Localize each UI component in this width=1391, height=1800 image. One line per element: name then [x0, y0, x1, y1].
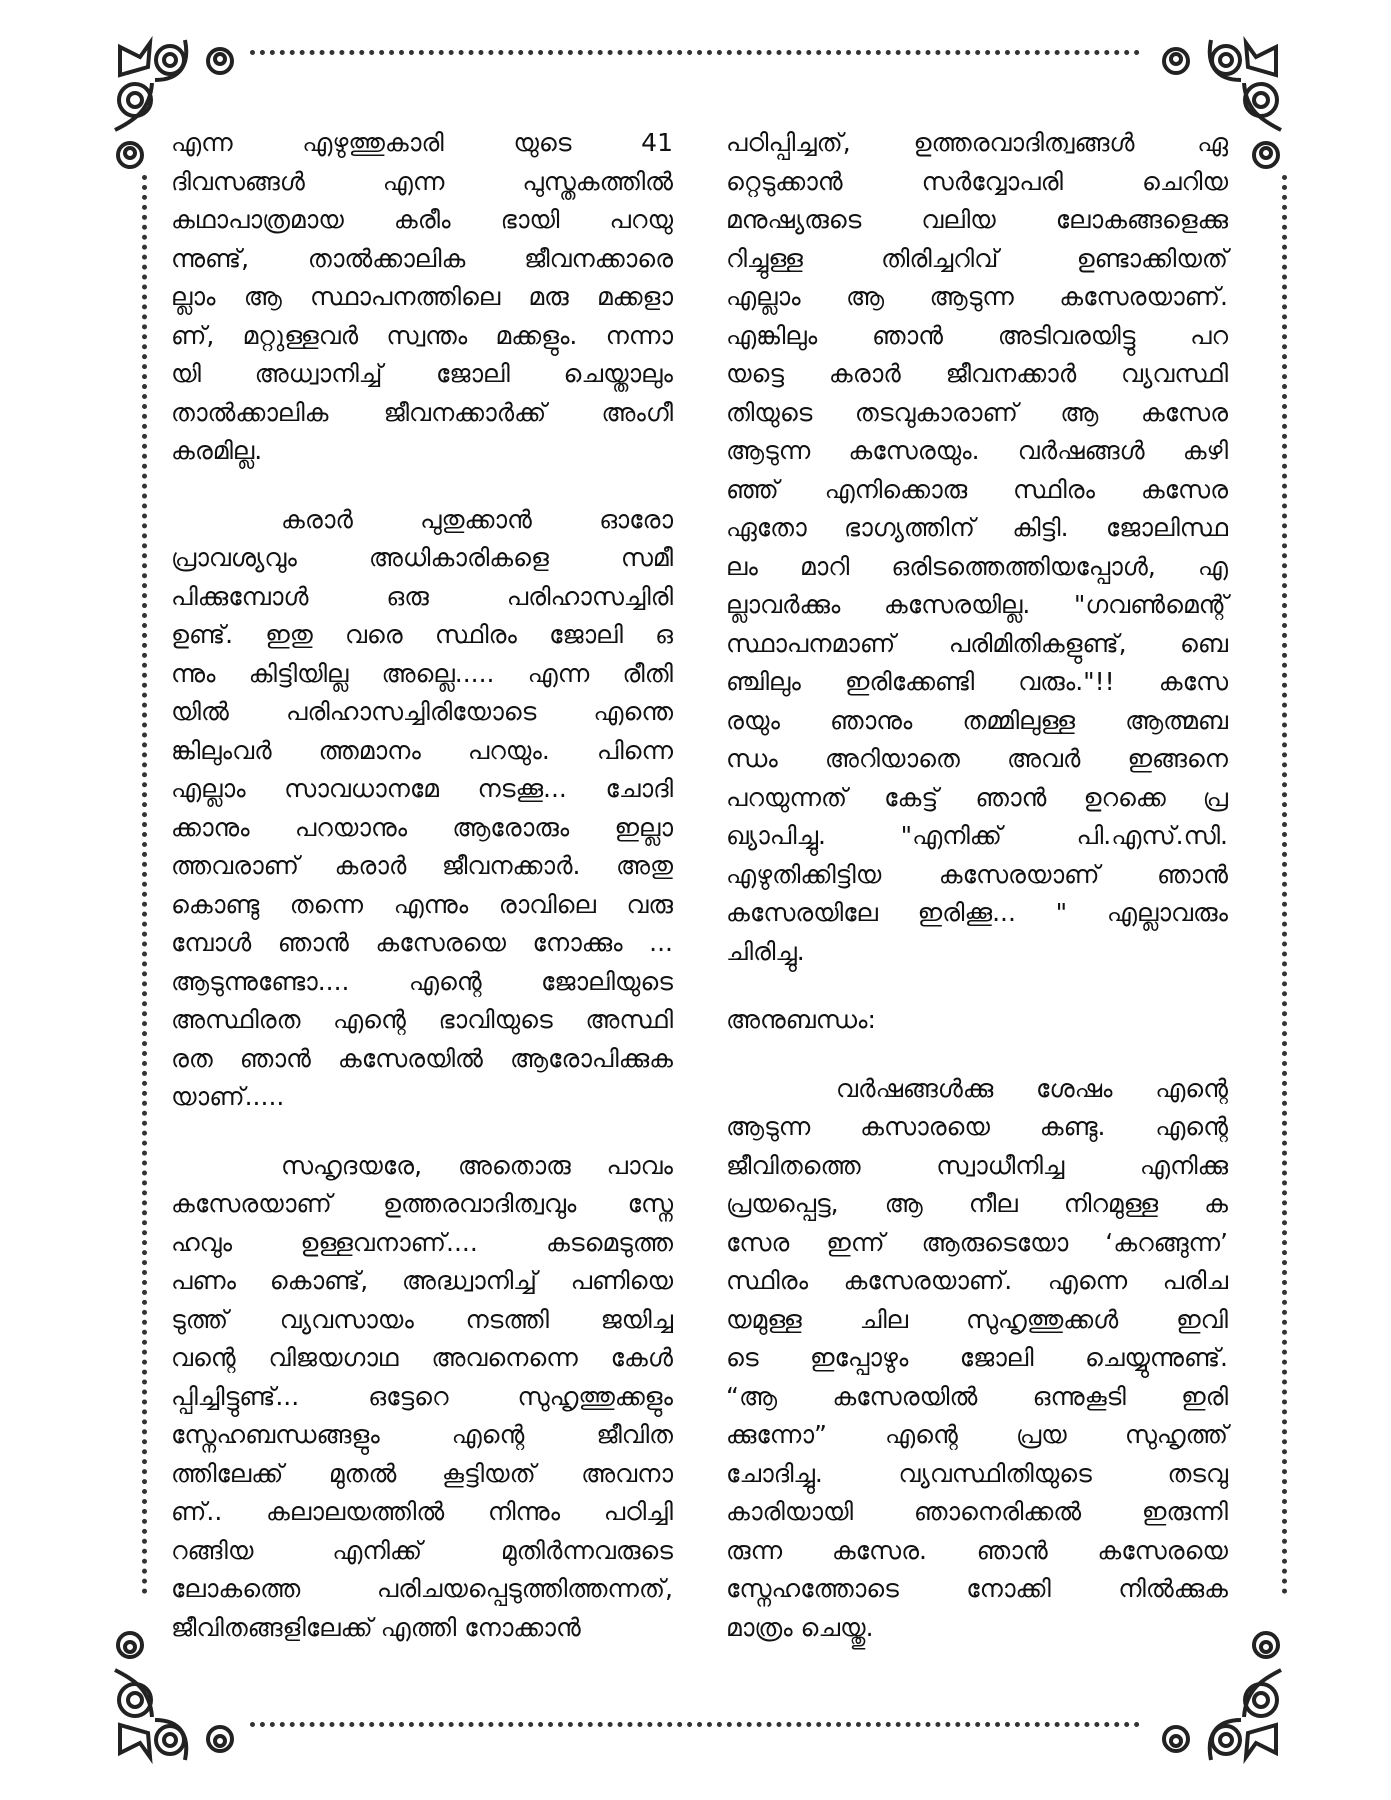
text-line: സ്ഥിരം കസേരയാണ്. എന്നെ പരിച [726, 1266, 1228, 1295]
text-line: ന്നുണ്ട്, താൽക്കാലിക ജീവനക്കാരെ [171, 243, 673, 273]
text-line: രയും ഞാനും തമ്മിലുള്ള ആത്മബ [726, 705, 1228, 735]
text-line: കഥാപാത്രമായ കരീം ഭായി പറയു [171, 205, 673, 234]
text-line: കരമില്ല. [171, 436, 263, 465]
text-line: ഞ്ചിലും ഇരിക്കേണ്ടി വരും."!! കസേ [726, 667, 1228, 696]
text-line: പ്പിച്ചിട്ടുണ്ട്... ഒട്ടേറെ സുഹൃത്തുക്കളും [171, 1381, 673, 1411]
text-line: ന്നും കിട്ടിയില്ല അല്ലെ..... എന്ന രീതി [171, 658, 673, 688]
paragraph-gap [726, 971, 1228, 1001]
text-line: ങ്കിലുംവർ ത്തമാനം പറയും. പിന്നെ [171, 735, 673, 765]
text-line: എങ്കിലും ഞാൻ അടിവരയിട്ടു പറ [726, 320, 1228, 350]
text-line: റിച്ചുള്ള തിരിച്ചറിവ് ഉണ്ടാക്കിയത് [726, 243, 1228, 273]
text-line: ഹവും ഉള്ളവനാണ്.... കടമെടുത്ത [171, 1227, 673, 1257]
text-line: ലം മാറി ഒരിടത്തെത്തിയപ്പോൾ, എ [726, 551, 1228, 581]
text-line: എല്ലാം ആ ആടുന്ന കസേരയാണ്. [726, 282, 1228, 311]
text-line: എഴുതിക്കിട്ടിയ കസേരയാണ് ഞാൻ [726, 859, 1228, 889]
text-line: എന്ന എഴുത്തുകാരി യുടെ 41 [171, 128, 673, 157]
text-line: യമുള്ള ചില സുഹൃത്തുക്കൾ ഇവി [726, 1304, 1228, 1334]
text-line: പ്രയപ്പെട്ട, ആ നീല നിറമുള്ള ക [726, 1189, 1228, 1218]
text-line: ക്കുന്നോ” എന്റെ പ്രയ സുഹൃത്ത് [726, 1420, 1228, 1449]
text-line: ലോകത്തെ പരിചയപ്പെടുത്തിത്തന്നത്, [171, 1574, 673, 1603]
text-line: മ്പോൾ ഞാൻ കസേരയെ നോക്കും ... [171, 928, 673, 957]
text-line: പഠിപ്പിച്ചത്, ഉത്തരവാദിത്വങ്ങൾ ഏ [726, 128, 1228, 157]
text-line: ത്തവരാണ് കരാർ ജീവനക്കാർ. അതു [171, 851, 673, 880]
text-line: രത ഞാൻ കസേരയിൽ ആരോപിക്കുക [171, 1043, 673, 1073]
text-line: ആടുന്ന കസേരയും. വർഷങ്ങൾ കഴി [726, 436, 1228, 465]
text-line: സഹൃദയരേ, അതൊരു പാവം [281, 1150, 673, 1180]
text-line: ചോദിച്ചു. വ്യവസ്ഥിതിയുടെ തടവു [726, 1458, 1228, 1488]
text-line: കരാർ പുതുക്കാൻ ഓരോ [281, 504, 673, 534]
text-line: പ്രാവശ്യവും അധികാരികളെ സമീ [171, 543, 673, 572]
text-line: ക്കാനും പറയാനും ആരോരും ഇല്ലാ [171, 812, 673, 842]
text-line: യാണ്..... [171, 1082, 285, 1111]
text-line: ത്തിലേക്ക് മുതൽ കൂട്ടിയത് അവനാ [171, 1458, 673, 1488]
text-line: യി അധ്വാനിച്ച് ജോലി ചെയ്താലും [171, 359, 673, 388]
text-line: താൽക്കാലിക ജീവനക്കാർക്ക് അംഗീ [171, 397, 673, 427]
text-line: ആടുന്ന കസാരയെ കണ്ടു. എന്റെ [726, 1112, 1228, 1141]
text-line: പറയുന്നത് കേട്ട് ഞാൻ ഉറക്കെ പ്ര [726, 782, 1228, 812]
text-line: മാത്രം ചെയ്തു. [726, 1612, 874, 1642]
text-line: ടെ ഇപ്പോഴും ജോലി ചെയ്യുന്നുണ്ട്. [726, 1343, 1228, 1372]
text-line: ദിവസങ്ങൾ എന്ന പുസ്തകത്തിൽ [171, 166, 673, 196]
text-line: പണം കൊണ്ട്, അദ്ധ്വാനിച്ച് പണിയെ [171, 1266, 673, 1295]
text-line: ഞ്ഞ് എനിക്കൊരു സ്ഥിരം കസേര [726, 474, 1228, 504]
text-line: സ്ഥാപനമാണ് പരിമിതികളുണ്ട്, ബെ [726, 628, 1228, 658]
text-line: യട്ടെ കരാർ ജീവനക്കാർ വ്യവസ്ഥി [726, 359, 1228, 388]
text-line: ആടുന്നുണ്ടോ.... എന്റെ ജോലിയുടെ [171, 966, 673, 996]
text-line: ഖ്യാപിച്ചു. "എനിക്ക് പി.എസ്.സി. [726, 821, 1228, 850]
text-line: ന്ധം അറിയാതെ അവർ ഇങ്ങനെ [726, 744, 1228, 773]
paragraph-gap [171, 471, 673, 501]
text-line: “ആ കസേരയിൽ ഒന്നുകൂടി ഇരി [726, 1381, 1228, 1411]
text-line: ല്ലാം ആ സ്ഥാപനത്തിലെ മരു മക്കളാ [171, 282, 673, 311]
text-line: സ്നേഹബന്ധങ്ങളും എന്റെ ജീവിത [171, 1420, 673, 1449]
text-line: അസ്ഥിരത എന്റെ ഭാവിയുടെ അസ്ഥി [171, 1005, 673, 1034]
right-text-column [726, 124, 1228, 1647]
paragraph-gap [171, 1117, 673, 1147]
paragraph-gap [726, 1040, 1228, 1070]
text-line: ണ്.. കലാലയത്തിൽ നിന്നും പഠിച്ചി [171, 1497, 673, 1526]
bottom-dotted-border [250, 1722, 1140, 1727]
text-line: കാരിയായി ഞാനെരിക്കൽ ഇരുന്നി [726, 1497, 1228, 1526]
text-line: ജീവിതത്തെ സ്വാധീനിച്ച എനിക്കു [726, 1150, 1228, 1180]
text-line: കസേരയിലേ ഇരിക്കൂ... " എല്ലാവരും [726, 898, 1228, 927]
text-line: രുന്ന കസേര. ഞാൻ കസേരയെ [726, 1535, 1228, 1565]
text-line: മനുഷ്യരുടെ വലിയ ലോകങ്ങളെക്കു [726, 205, 1228, 234]
text-line: ടുത്ത് വ്യവസായം നടത്തി ജയിച്ച [171, 1304, 673, 1334]
text-line: റ്റെടുക്കാൻ സർവ്വോപരി ചെറിയ [726, 166, 1228, 196]
text-line: വന്റെ വിജയഗാഥ അവനെന്നെ കേൾ [171, 1343, 673, 1372]
text-line: റങ്ങിയ എനിക്ക് മുതിർന്നവരുടെ [171, 1535, 673, 1565]
text-line: എല്ലാം സാവധാനമേ നടക്കൂ... ചോദി [171, 774, 673, 803]
text-line: ണ്, മറ്റുള്ളവർ സ്വന്തം മക്കളും. നന്നാ [171, 320, 673, 350]
text-line: ഏതോ ഭാഗ്യത്തിന് കിട്ടി. ജോലിസ്ഥ [726, 513, 1228, 542]
text-line: സേര ഇന്ന് ആരുടെയോ ‘കറങ്ങുന്ന’ [726, 1227, 1228, 1257]
text-line: യിൽ പരിഹാസച്ചിരിയോടെ എന്തെ [171, 697, 673, 726]
text-line: കൊണ്ടു തന്നെ എന്നും രാവിലെ വരു [171, 889, 673, 919]
text-line: സ്നേഹത്തോടെ നോക്കി നിൽക്കുക [726, 1574, 1228, 1603]
right-dotted-border [1282, 175, 1287, 1595]
left-text-column [171, 124, 673, 1647]
text-line: ജീവിതങ്ങളിലേക്ക് എത്തി നോക്കാൻ [171, 1612, 581, 1642]
text-line: ചിരിച്ചു. [726, 936, 805, 966]
left-dotted-border [142, 175, 147, 1595]
text-line: തിയുടെ തടവുകാരാണ് ആ കസേര [726, 397, 1228, 427]
text-line: കസേരയാണ് ഉത്തരവാദിത്വവും സ്നേ [171, 1189, 673, 1218]
text-line: ല്ലാവർക്കും കസേരയില്ല. "ഗവൺമെന്റ് [726, 590, 1228, 619]
section-heading: അനുബന്ധം: [726, 1005, 876, 1034]
text-line: വർഷങ്ങൾക്കു ശേഷം എന്റെ [836, 1073, 1228, 1103]
text-line: ഉണ്ട്. ഇതു വരെ സ്ഥിരം ജോലി ഒ [171, 620, 673, 649]
top-dotted-border [250, 50, 1140, 55]
text-line: പിക്കുമ്പോൾ ഒരു പരിഹാസച്ചിരി [171, 581, 673, 611]
